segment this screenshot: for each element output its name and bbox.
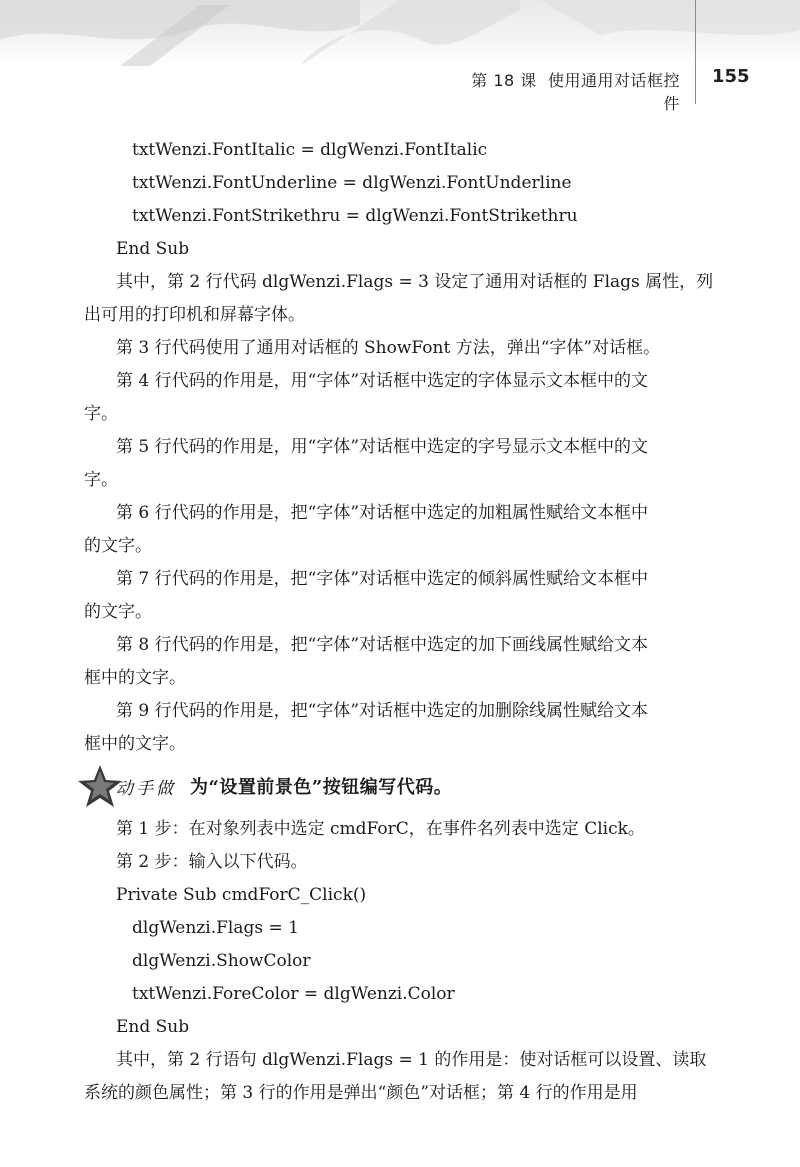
- lesson-number: 第 18 课: [471, 71, 537, 90]
- code-line: dlgWenzi.Flags = 1: [132, 918, 299, 938]
- paragraph-line: 其中，第 2 行代码 dlgWenzi.Flags = 3 设定了通用对话框的 Flags 属性，列: [116, 272, 714, 292]
- header-decoration: [0, 0, 800, 66]
- code-line: txtWenzi.FontUnderline = dlgWenzi.FontUnderline: [132, 173, 572, 193]
- paragraph: [84, 332, 724, 365]
- paragraph-line: 第 8 行代码的作用是，把“字体”对话框中选定的加下画线属性赋给文本: [116, 635, 649, 655]
- task-heading: [76, 763, 724, 811]
- paragraph: [84, 266, 724, 332]
- paragraph-line: 出可用的打印机和屏幕字体。: [84, 305, 305, 325]
- paragraph-line: 字。: [84, 404, 118, 424]
- paragraph-line: 的文字。: [84, 536, 152, 556]
- paragraph: [84, 695, 724, 761]
- code-line: txtWenzi.FontItalic = dlgWenzi.FontItalic: [132, 140, 488, 160]
- running-header: [470, 68, 680, 114]
- paragraph-line: 第 7 行代码的作用是，把“字体”对话框中选定的倾斜属性赋给文本框中: [116, 569, 649, 589]
- task-title: 为“设置前景色”按钮编写代码。: [190, 776, 453, 798]
- step-line: 第 1 步：在对象列表中选定 cmdForC，在事件名列表中选定 Click。: [116, 819, 645, 839]
- paragraph: [84, 563, 724, 629]
- code-line: txtWenzi.ForeColor = dlgWenzi.Color: [132, 984, 455, 1004]
- paragraph: [84, 629, 724, 695]
- paragraph-line: 第 9 行代码的作用是，把“字体”对话框中选定的加删除线属性赋给文本: [116, 701, 649, 721]
- page-number: 155: [712, 66, 750, 87]
- paragraph: [84, 431, 724, 497]
- code-line: txtWenzi.FontStrikethru = dlgWenzi.FontStrikethru: [132, 206, 578, 226]
- paragraph-line: 第 3 行代码使用了通用对话框的 ShowFont 方法，弹出“字体”对话框。: [116, 338, 661, 358]
- header-pattern: [0, 0, 800, 66]
- lesson-title: 使用通用对话框控件: [547, 71, 680, 113]
- paragraph: [84, 1044, 724, 1110]
- paragraph-line: 框中的文字。: [84, 668, 186, 688]
- step-line: 第 2 步：输入以下代码。: [116, 852, 308, 872]
- code-sub-header: Private Sub cmdForC_Click(): [116, 885, 367, 905]
- header-divider: [695, 0, 696, 104]
- paragraph-line: 其中，第 2 行语句 dlgWenzi.Flags = 1 的作用是：使对话框可以设置、读取: [116, 1050, 707, 1070]
- paragraph-line: 框中的文字。: [84, 734, 186, 754]
- paragraph-line: 字。: [84, 470, 118, 490]
- code-end-sub: End Sub: [116, 239, 190, 259]
- page-body: [84, 134, 724, 1110]
- paragraph-line: 第 6 行代码的作用是，把“字体”对话框中选定的加粗属性赋给文本框中: [116, 503, 649, 523]
- code-line: dlgWenzi.ShowColor: [132, 951, 311, 971]
- paragraph: [84, 365, 724, 431]
- paragraph-line: 第 4 行代码的作用是，用“字体”对话框中选定的字体显示文本框中的文: [116, 371, 649, 391]
- code-end-sub: End Sub: [116, 1017, 190, 1037]
- paragraph: [84, 497, 724, 563]
- paragraph-line: 系统的颜色属性；第 3 行的作用是弹出“颜色”对话框；第 4 行的作用是用: [84, 1083, 638, 1103]
- hands-on-badge: [76, 763, 182, 811]
- badge-label: 动手做: [116, 779, 176, 799]
- paragraph-line: 第 5 行代码的作用是，用“字体”对话框中选定的字号显示文本框中的文: [116, 437, 649, 457]
- paragraph-line: 的文字。: [84, 602, 152, 622]
